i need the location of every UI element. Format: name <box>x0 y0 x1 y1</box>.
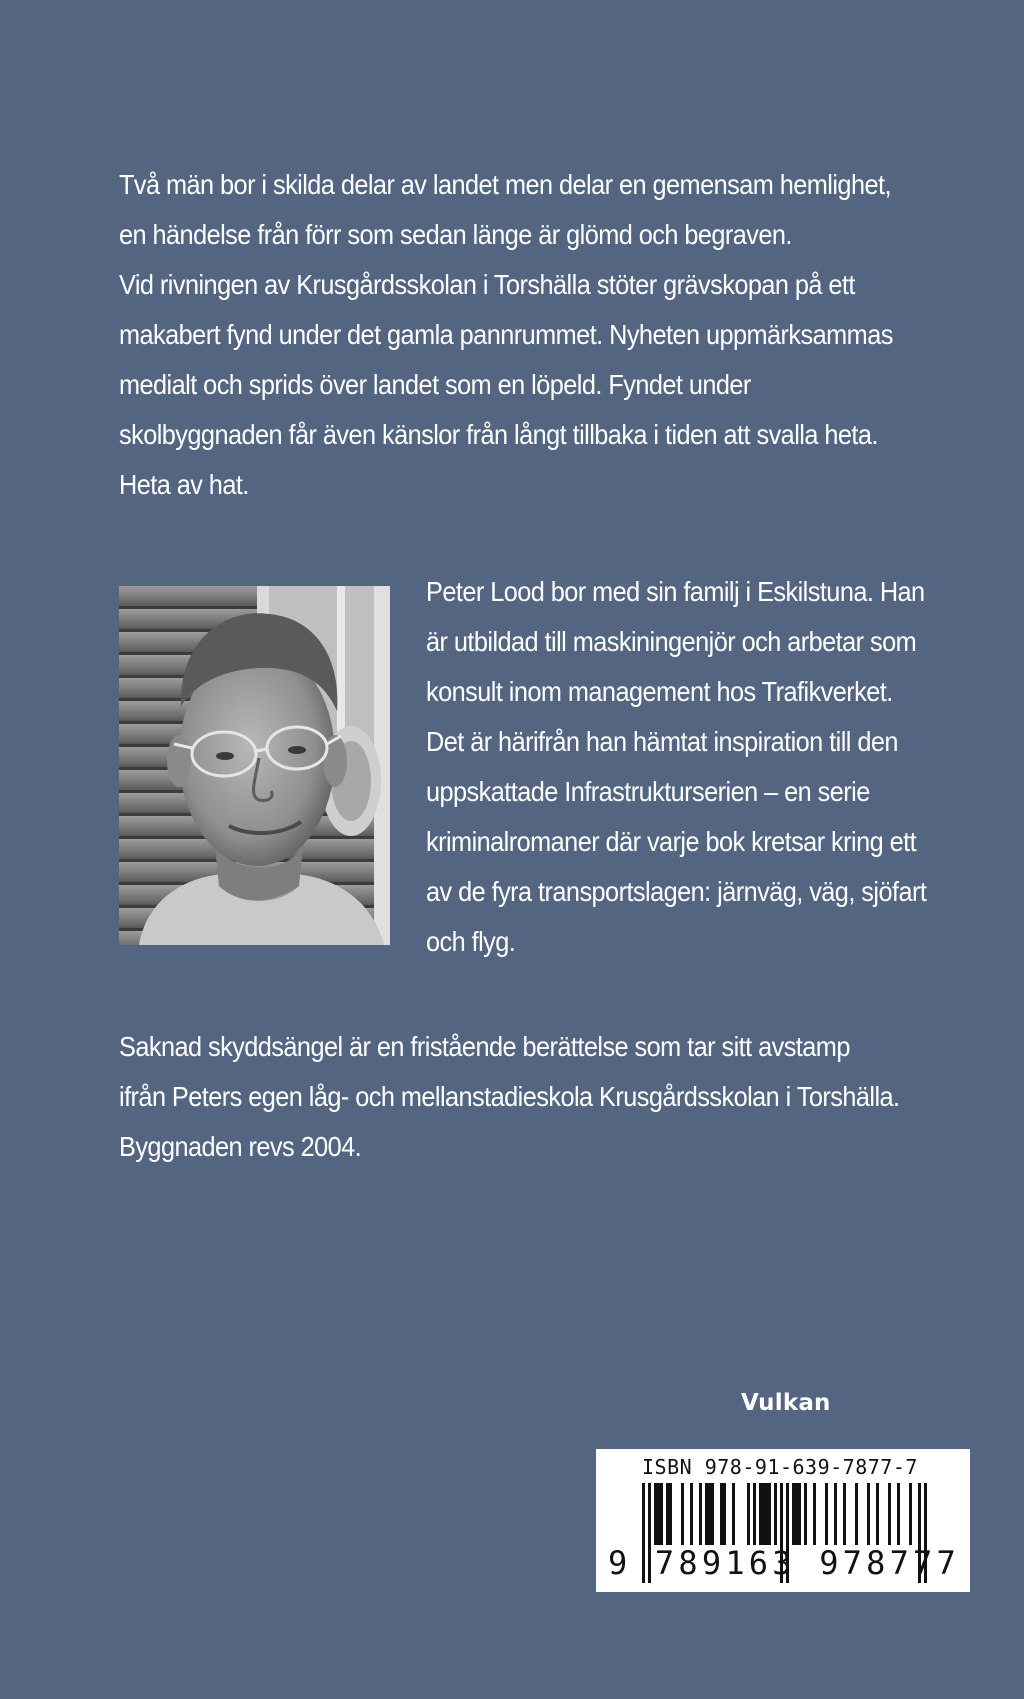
barcode-bar <box>888 1483 891 1545</box>
barcode-bar <box>897 1483 900 1545</box>
barcode-bar <box>690 1483 693 1545</box>
barcode-bar <box>804 1483 807 1545</box>
bio-line: uppskattade Infrastrukturserien – en serie <box>426 776 870 807</box>
publisher-logo: Vulkan <box>741 1390 831 1416</box>
blurb-line: skolbyggnaden får även känslor från långt tillbaka i tiden att svalla heta. <box>119 419 878 450</box>
isbn-label: ISBN 978-91-639-7877-7 <box>642 1455 918 1479</box>
barcode-bar <box>669 1483 672 1545</box>
barcode-bar <box>753 1483 756 1545</box>
barcode-bar <box>834 1483 837 1545</box>
barcode-bar <box>657 1483 660 1545</box>
barcode-bar <box>843 1483 846 1545</box>
barcode-bar <box>759 1483 762 1545</box>
barcode-bar <box>666 1483 669 1545</box>
barcode-bar <box>723 1483 726 1545</box>
barcode-bar <box>792 1483 795 1545</box>
barcode-bar <box>681 1483 684 1545</box>
blurb-line: Heta av hat. <box>119 469 249 500</box>
barcode-bar <box>774 1483 777 1545</box>
note-line: ifrån Peters egen låg- och mellanstadieskola Krusgårdsskolan i Torshälla. <box>119 1081 900 1112</box>
barcode-bar <box>813 1483 816 1545</box>
bio-line: konsult inom management hos Trafikverket. <box>426 676 893 707</box>
barcode-bar <box>732 1483 735 1545</box>
bio-line: av de fyra transportslagen: järnväg, väg, sjöfart <box>426 876 927 907</box>
barcode-bar <box>876 1483 879 1545</box>
barcode-bar <box>654 1483 657 1545</box>
bio-line: och flyg. <box>426 926 516 957</box>
blurb-text <box>119 160 910 510</box>
note-line: Byggnaden revs 2004. <box>119 1131 362 1162</box>
barcode-bar <box>705 1483 708 1545</box>
author-photo <box>119 586 390 945</box>
isbn-barcode <box>596 1449 970 1592</box>
barcode-bar <box>711 1483 714 1545</box>
closing-note <box>119 1022 947 1172</box>
ean-digits: 9 789163 978777 <box>608 1544 960 1582</box>
blurb-line: Två män bor i skilda delar av landet men delar en gemensam hemlighet, <box>119 169 891 200</box>
barcode-bar <box>795 1483 798 1545</box>
blurb-line: medialt och sprids över landet som en löpeld. Fyndet under <box>119 369 751 400</box>
barcode-bar <box>699 1483 702 1545</box>
barcode-bar <box>708 1483 711 1545</box>
barcode-bar <box>660 1483 663 1545</box>
barcode-bar <box>825 1483 828 1545</box>
note-line: Saknad skyddsängel är en fristående berättelse som tar sitt avstamp <box>119 1031 850 1062</box>
barcode-bar <box>798 1483 801 1545</box>
barcode-bar <box>762 1483 765 1545</box>
author-bio <box>426 567 978 967</box>
bio-line: kriminalromaner där varje bok kretsar kring ett <box>426 826 917 857</box>
barcode-bar <box>867 1483 870 1545</box>
barcode-bar <box>765 1483 768 1545</box>
bio-line: Peter Lood bor med sin familj i Eskilstuna. Han <box>426 576 925 607</box>
barcode-bar <box>768 1483 771 1545</box>
blurb-line: makabert fynd under det gamla pannrummet. Nyheten uppmärksammas <box>119 319 893 350</box>
barcode-bar <box>720 1483 723 1545</box>
blurb-line: en händelse från förr som sedan länge är glömd och begraven. <box>119 219 792 250</box>
barcode-bar <box>855 1483 858 1545</box>
bio-line: är utbildad till maskiningenjör och arbetar som <box>426 626 917 657</box>
blurb-line: Vid rivningen av Krusgårdsskolan i Torshälla stöter grävskopan på ett <box>119 269 855 300</box>
barcode-bar <box>909 1483 912 1545</box>
barcode-bar <box>747 1483 750 1545</box>
bio-line: Det är härifrån han hämtat inspiration till den <box>426 726 898 757</box>
